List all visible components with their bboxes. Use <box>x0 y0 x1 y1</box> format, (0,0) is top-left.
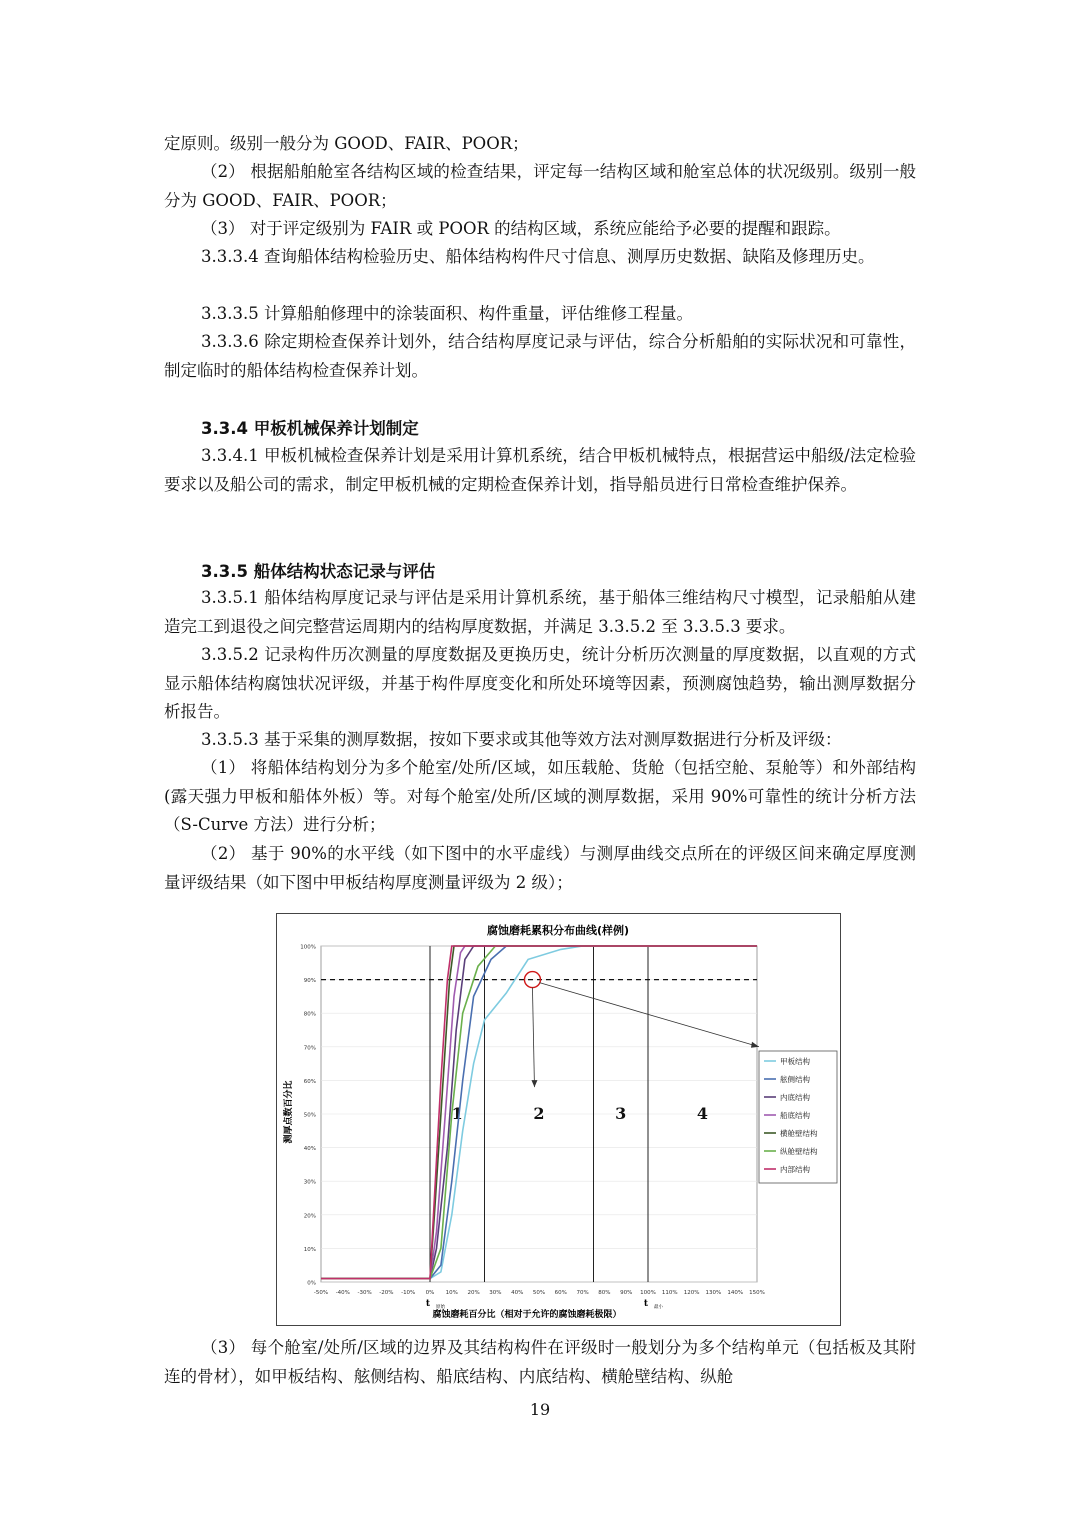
y-tick-label: 40% <box>303 1146 316 1153</box>
x-tick-label: 10% <box>445 1290 458 1296</box>
x-tick-label: 0% <box>425 1290 435 1296</box>
y-tick-label: 70% <box>303 1045 316 1052</box>
paragraph-9: 3.3.5.2 记录构件历次测量的厚度数据及更换历史，统计分析历次测量的厚度数据，以直观的方式显示船体结构腐蚀状况评级，并基于构件厚度变化和所处环境等因素，预测腐蚀趋势，输出测厚数据分析报告。 <box>164 645 916 721</box>
x-marker-label: t <box>643 1299 649 1309</box>
chart-y-axis-label: 测厚点数百分比 <box>284 1080 294 1144</box>
legend-entry: 内底结构 <box>780 1093 810 1102</box>
x-tick-label: 130% <box>705 1290 722 1296</box>
x-tick-label: -50% <box>313 1290 329 1296</box>
legend-entry: 横舱壁结构 <box>780 1129 818 1138</box>
x-tick-label: 60% <box>554 1290 567 1296</box>
y-tick-label: 0% <box>307 1280 316 1287</box>
corrosion-chart-figure <box>276 913 841 1326</box>
paragraph-11: （1） 将船体结构划分为多个舱室/处所/区域，如压载舱、货舱（包括空舱、泵舱等）和外部结构(露天强力甲板和船体外板）等。对每个舱室/处所/区域的测厚数据，采用 90%可靠性的统计分析方法（S-Curve 方法）进行分析； <box>164 758 916 834</box>
y-tick-label: 30% <box>303 1179 316 1186</box>
paragraph-5: 3.3.3.5 计算船舶修理中的涂装面积、构件重量，评估维修工程量。 <box>201 304 693 323</box>
paragraph-3: （3） 对于评定级别为 FAIR 或 POOR 的结构区域，系统应能给予必要的提醒和跟踪。 <box>201 219 841 238</box>
zone-label: 2 <box>533 1104 545 1123</box>
x-tick-label: 100% <box>640 1290 656 1296</box>
x-tick-label: 120% <box>683 1290 700 1296</box>
legend-entry: 内部结构 <box>780 1165 810 1174</box>
paragraph-4: 3.3.3.4 查询船体结构检验历史、船体结构构件尺寸信息、测厚历史数据、缺陷及修理历史。 <box>201 247 875 266</box>
zone-label: 4 <box>696 1104 709 1123</box>
x-tick-label: 70% <box>576 1290 589 1296</box>
paragraph-7: 3.3.4.1 甲板机械检查保养计划是采用计算机系统，结合甲板机械特点，根据营运中船级/法定检验要求以及船公司的需求，制定甲板机械的定期检查保养计划，指导船员进行日常检查维护保养。 <box>164 446 916 494</box>
x-tick-label: 30% <box>489 1290 502 1296</box>
paragraph-8: 3.3.5.1 船体结构厚度记录与评估是采用计算机系统，基于船体三维结构尺寸模型，记录船舶从建造完工到退役之间完整营运周期内的结构厚度数据，并满足 3.3.5.2 至 3.3.5.3 要求。 <box>164 588 916 636</box>
x-marker-subscript: 最小 <box>654 1305 663 1310</box>
x-tick-label: 50% <box>532 1290 546 1296</box>
y-tick-label: 50% <box>303 1112 316 1119</box>
x-tick-label: 80% <box>598 1290 611 1296</box>
x-tick-label: 90% <box>620 1290 633 1296</box>
paragraph-1: 定原则。级别一般分为 GOOD、FAIR、POOR； <box>164 134 529 153</box>
zone-label: 1 <box>451 1104 463 1123</box>
x-tick-label: -30% <box>357 1290 372 1296</box>
x-tick-label: 140% <box>727 1290 744 1296</box>
x-marker-subscript: 原始 <box>436 1305 445 1310</box>
zone-label: 3 <box>615 1104 627 1123</box>
y-tick-label: 60% <box>303 1078 316 1085</box>
x-tick-label: -40% <box>335 1290 350 1296</box>
y-tick-label: 10% <box>303 1246 316 1253</box>
legend-entry: 船底结构 <box>780 1111 810 1120</box>
x-tick-label: 150% <box>749 1290 765 1296</box>
page-number: 19 <box>529 1400 551 1419</box>
x-marker-label: t <box>425 1299 431 1309</box>
x-tick-label: -10% <box>401 1290 416 1296</box>
x-tick-label: -20% <box>379 1290 394 1296</box>
chart-title: 腐蚀磨耗累积分布曲线(样例) <box>486 924 630 937</box>
legend-entry: 甲板结构 <box>780 1057 810 1066</box>
paragraph-13: （3） 每个舱室/处所/区域的边界及其结构构件在评级时一般划分为多个结构单元（包括板及其附连的骨材），如甲板结构、舷侧结构、船底结构、内底结构、横舱壁结构、纵舱 <box>164 1338 916 1386</box>
paragraph-10: 3.3.5.3 基于采集的测厚数据，按如下要求或其他等效方法对测厚数据进行分析及评级： <box>201 730 842 749</box>
corrosion-chart <box>277 914 840 1325</box>
heading-3-3-4: 3.3.4 甲板机械保养计划制定 <box>201 419 419 438</box>
y-tick-label: 20% <box>303 1213 316 1220</box>
chart-x-axis-label: 腐蚀磨耗百分比（相对于允许的腐蚀磨耗极限） <box>432 1310 622 1320</box>
y-tick-label: 80% <box>303 1011 316 1018</box>
legend-entry: 纵舱壁结构 <box>780 1147 818 1156</box>
paragraph-12: （2） 基于 90%的水平线（如下图中的水平虚线）与测厚曲线交点所在的评级区间来确定厚度测量评级结果（如下图中甲板结构厚度测量评级为 2 级）； <box>164 844 916 892</box>
legend-entry: 舷侧结构 <box>780 1075 810 1084</box>
paragraph-2: （2） 根据船舶舱室各结构区域的检查结果，评定每一结构区域和舱室总体的状况级别。级别一般分为 GOOD、FAIR、POOR； <box>164 162 916 210</box>
x-tick-label: 20% <box>467 1290 480 1296</box>
y-tick-label: 90% <box>303 978 316 985</box>
x-tick-label: 110% <box>661 1290 678 1296</box>
y-tick-label: 100% <box>300 944 316 951</box>
paragraph-6: 3.3.3.6 除定期检查保养计划外，结合结构厚度记录与评估，综合分析船舶的实际状况和可靠性，制定临时的船体结构检查保养计划。 <box>164 332 916 380</box>
heading-3-3-5: 3.3.5 船体结构状态记录与评估 <box>201 562 436 581</box>
x-tick-label: 40% <box>511 1290 524 1296</box>
